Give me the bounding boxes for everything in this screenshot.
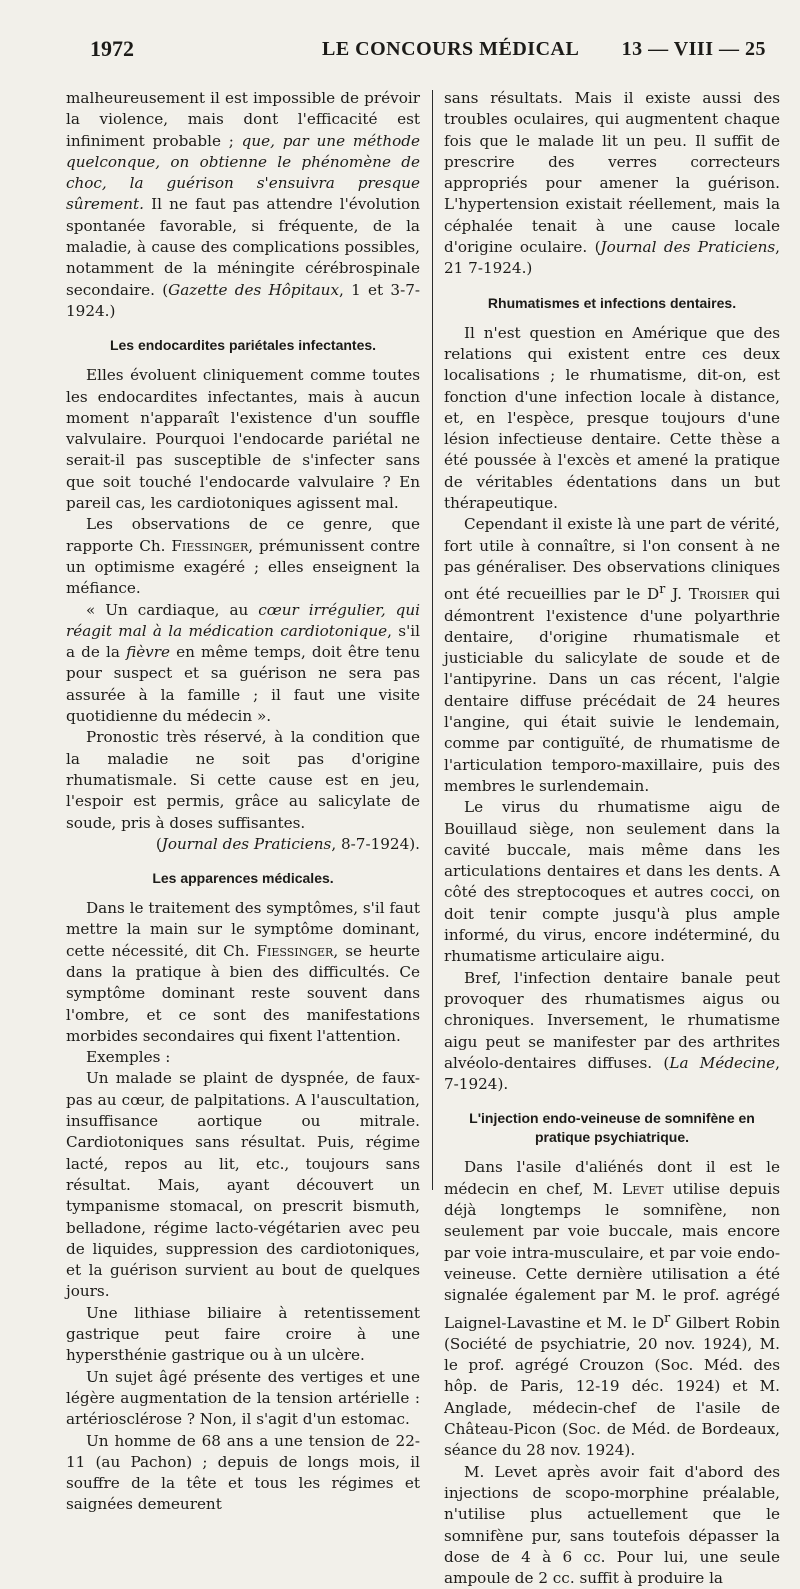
journal-title: LE CONCOURS MÉDICAL [322, 38, 580, 60]
paragraph: Une lithiase biliaire à retentissement gastrique peut faire croire à une hypersthénie gastrique ou à un ulcère. [66, 1303, 420, 1365]
paragraph: sans résultats. Mais il existe aussi des troubles oculaires, qui augmentent chaque fois que le malade lit un peu. Il suffit de prescrire des verres correcteurs appropriés pour amener la guérison. L'hypertension existait réellement, mais la céphalée tenait à une cause locale d'origine oculaire. (Journal des Praticiens, 21 7-1924.) [444, 89, 780, 278]
issue-date: 13 — VIII — 25 [621, 38, 766, 60]
paragraph: Un sujet âgé présente des vertiges et une légère augmentation de la tension artérielle : artériosclérose ? Non, il s'agit d'un estomac. [66, 1367, 420, 1429]
paragraph: Bref, l'infection dentaire banale peut provoquer des rhumatismes aigus ou chroniques. Inversement, le rhumatisme aigu peut se manifester par des arthrites alvéolo-dentaires diffuses. (La Médecine, 7-1924). [444, 968, 780, 1094]
page-number: 1972 [90, 36, 134, 61]
quote-paragraph: « Un cardiaque, au cœur irrégulier, qui réagit mal à la médication cardiotonique, s'il a de la fièvre en même temps, doit être tenu pour suspect et sa guérison ne sera pas assurée à la famille ; il faut une visite quotidienne du médecin ». [66, 600, 420, 726]
section-heading: Les endocardites pariétales infectantes. [109, 337, 377, 354]
paragraph: Cependant il existe là une part de vérité, fort utile à connaître, si l'on consent à ne pas généraliser. Des observations cliniques ont été recueillies par le $D^r$ J. Troisier qui démontrent l'existence d'une polyarthrie dentaire, d'origine rhumatismale et justiciable du salicylate de soude et de l'antipyrine. Dans un cas récent, l'algie dentaire diffuse précédait de 24 heures l'angine, qui était suivie le lendemain, comme par contiguïté, de rhumatisme de l'articulation temporo-maxillaire, puis des membres le surlendemain. [444, 515, 780, 795]
source-citation: (Journal des Praticiens, 8-7-1924). [155, 834, 420, 853]
paragraph: Le virus du rhumatisme aigu de Bouillaud siège, non seulement dans la cavité buccale, mais même dans les articulations dentaires et dans les dents. A côté des streptocoques et autres cocci, on doit tenir compte jusqu'à plus ample informé, du virus, encore indéterminé, du rhumatisme articulaire aigu. [444, 798, 780, 966]
paragraph: malheureusement il est impossible de prévoir la violence, mais dont l'efficacité est infiniment probable ; que, par une méthode quelconque, on obtienne le phénomène de choc, la guérison s'ensuivra presque sûrement. Il ne faut pas attendre l'évolution spontanée favorable, si fréquente, de la maladie, à cause des complications possibles, notamment de la méningite cérébrospinale secondaire. (Gazette des Hôpitaux, 1 et 3-7-1924.) [66, 89, 420, 320]
paragraph: Exemples : [86, 1048, 171, 1067]
section-heading: Rhumatismes et infections dentaires. [487, 294, 737, 311]
paragraph: Il n'est question en Amérique que des relations qui existent entre ces deux localisations ; le rhumatisme, dit-on, est fonction d'une infection locale à distance, et, en l'espèce, presque toujours d'une lésion infectieuse dentaire. Cette thèse a été poussée à l'excès et amené la pratique de véritables édentations dans un but thérapeutique. [444, 323, 780, 513]
paragraph: M. Levet après avoir fait d'abord des injections de scopo-morphine préalable, n'utilise plus actuellement que le somnifène pur, sans toutefois dépasser la dose de 4 à 6 cc. Pour lui, une seule ampoule de 2 cc. suffit à produire la [444, 1462, 780, 1588]
paragraph: Un malade se plaint de dyspnée, de faux-pas au cœur, de palpitations. A l'auscultation, insuffisance aortique ou mitrale. Cardiotoniques sans résultat. Puis, régime lacté, repos au lit, etc., toujours sans résultat. Mais, ayant découvert un tympanisme stomacal, on prescrit bismuth, belladone, régime lacto-végétarien avec peu de liquides, suppression des cardiotoniques, et la guérison survient au bout de quelques jours. [66, 1069, 420, 1301]
section-heading: L'injection endo-veineuse de somnifène en pratique psychiatrique. [469, 1110, 755, 1146]
right-column [444, 88, 780, 1589]
paragraph: Un homme de 68 ans a une tension de 22-11 (au Pachon) ; depuis de longs mois, il souffre de la tête et tous les régimes et saignées demeurent [66, 1431, 420, 1514]
paragraph: Pronostic très réservé, à la condition que la maladie ne soit pas d'origine rhumatismale. Si cette cause est en jeu, l'espoir est permis, grâce au salicylate de soude, pris à doses suffisantes. [66, 728, 420, 832]
left-column [66, 88, 420, 1516]
page-header [52, 36, 770, 66]
paragraph: Dans le traitement des symptômes, s'il faut mettre la main sur le symptôme dominant, cette nécessité, dit Ch. Fiessinger, se heurte dans la pratique à bien des difficultés. Ce symptôme dominant reste souvent dans l'ombre, et ce sont des manifestations morbides secondaires qui fixent l'attention. [66, 899, 420, 1045]
section-heading: Les apparences médicales. [152, 870, 334, 887]
paragraph: Elles évoluent cliniquement comme toutes les endocardites infectantes, mais à aucun moment n'apparaît l'existence d'un souffle valvulaire. Pourquoi l'endocarde pariétal ne serait-il pas susceptible de s'infecter sans que soit touché l'endocarde valvulaire ? En pareil cas, les cardiotoniques agissent mal. [66, 366, 420, 513]
paragraph: Dans l'asile d'aliénés dont il est le médecin en chef, M. Levet utilise depuis déjà longtemps le somnifène, non seulement par voie buccale, mais encore par voie intra-musculaire, et par voie endo-veineuse. Cette dernière utilisation a été signalée également par M. le prof. agrégé Laignel-Lavastine et M. le $D^r$ Gilbert Robin (Société de psychiatrie, 20 nov. 1924), M. le prof. agrégé Crouzon (Soc. Méd. des hôp. de Paris, 12-19 déc. 1924) et M. Anglade, médecin-chef de l'asile de Château-Picon (Soc. de Méd. de Bordeaux, séance du 28 nov. 1924). [444, 1158, 780, 1460]
paragraph: Les observations de ce genre, que rapporte Ch. Fiessinger, prémunissent contre un optimisme exagéré ; elles enseignent la méfiance. [66, 515, 420, 598]
column-divider [432, 90, 433, 1190]
